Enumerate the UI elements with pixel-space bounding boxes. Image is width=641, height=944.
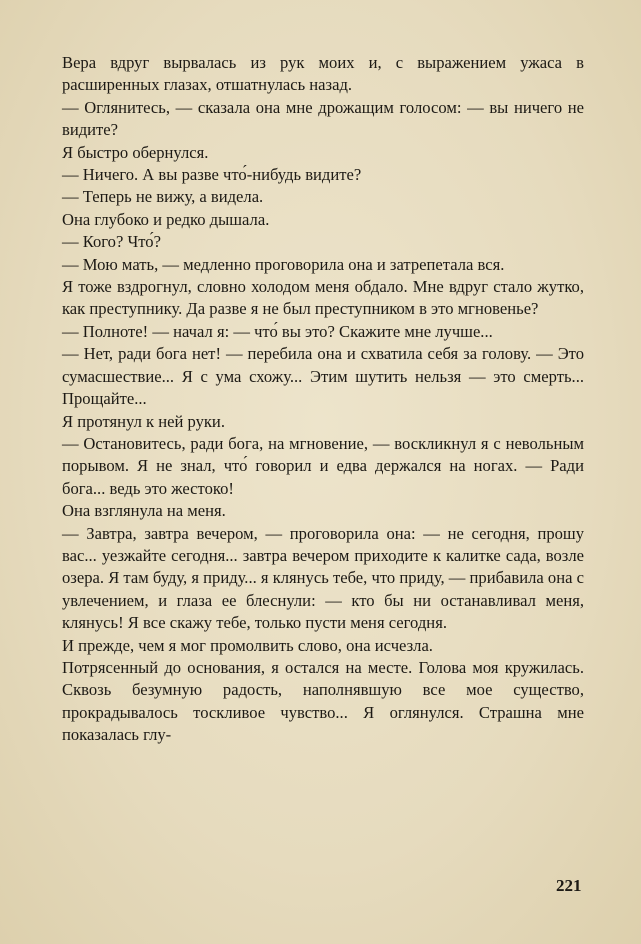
paragraph: Я тоже вздрогнул, словно холодом меня обдало. Мне вдруг стало жутко, как преступнику. Да разве я не был преступником в это мгновенье? xyxy=(62,277,584,319)
page-number: 221 xyxy=(556,876,582,895)
paragraph: — Остановитесь, ради бога, на мгновение, — воскликнул я с невольным порывом. Я не знал, что́ говорил и едва держался на ногах. — Ради бога... ведь это жестоко! xyxy=(62,433,584,498)
paragraph: — Мою мать, — медленно проговорила она и затрепетала вся. xyxy=(62,254,505,274)
paragraph: — Полноте! — начал я: — что́ вы это? Скажите мне лучше... xyxy=(62,321,493,341)
page-text xyxy=(62,52,584,747)
paragraph: — Кого? Что́? xyxy=(62,232,161,252)
paragraph: — Ничего. А вы разве что́-нибудь видите? xyxy=(62,165,362,185)
paragraph: — Завтра, завтра вечером, — проговорила она: — не сегодня, прошу вас... уезжайте сегодня... завтра вечером приходите к калитке сада, возле озера. Я там буду, я приду... я клянусь тебе, что приду, — прибавила она с увлечением, и глаза ее блеснули: — кто бы ни останавливал меня, клянусь! Я все скажу тебе, только пусти меня сегодня. xyxy=(62,523,584,633)
paragraph: Я протянул к ней руки. xyxy=(62,411,225,431)
paragraph: Она глубоко и редко дышала. xyxy=(62,209,270,229)
paragraph: — Оглянитесь, — сказала она мне дрожащим голосом: — вы ничего не видите? xyxy=(62,97,584,140)
paragraph: Она взглянула на меня. xyxy=(62,501,226,521)
paragraph: Вера вдруг вырвалась из рук моих и, с выражением ужаса в расширенных глазах, отшатнулась назад. xyxy=(62,53,584,95)
paragraph: — Нет, ради бога нет! — перебила она и схватила себя за голову. — Это сумасшествие... Я с ума схожу... Этим шутить нельзя — это смерть... Прощайте... xyxy=(62,344,584,409)
paragraph: — Теперь не вижу, а видела. xyxy=(62,187,264,207)
paragraph: Потрясенный до основания, я остался на месте. Голова моя кружилась. Сквозь безумную радость, наполнявшую все мое существо, прокрадывалось тоскливое чувство... Я оглянулся. Страшна мне показалась глу- xyxy=(62,657,584,745)
paragraph: И прежде, чем я мог промолвить слово, она исчезла. xyxy=(62,635,433,655)
paragraph: Я быстро обернулся. xyxy=(62,142,209,162)
